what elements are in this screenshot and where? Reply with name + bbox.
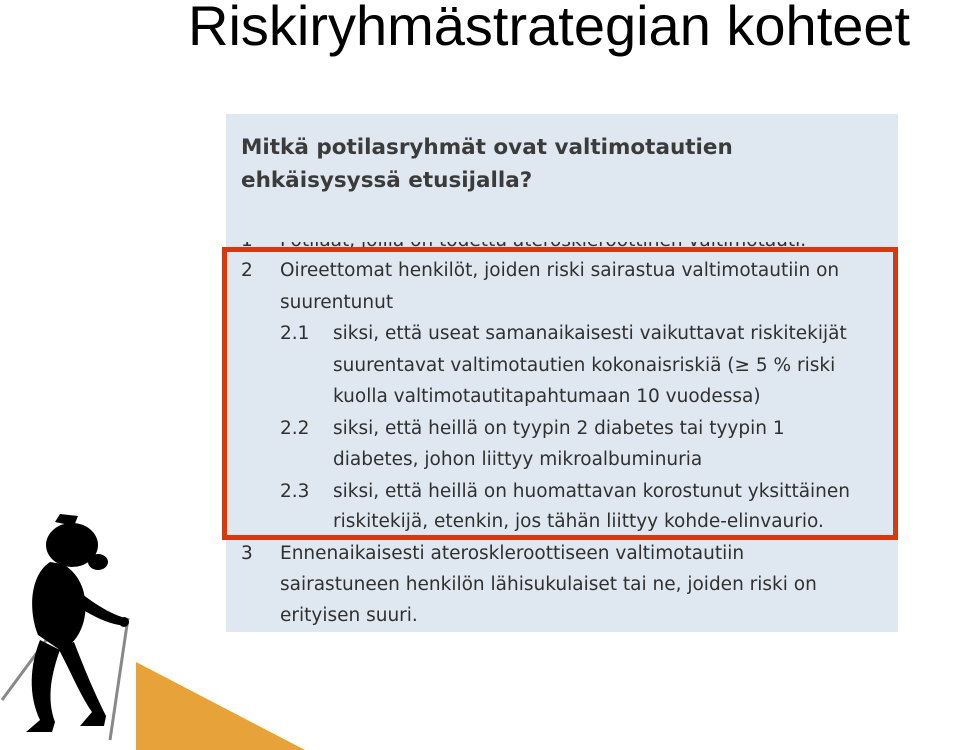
item-2-text-line-1: Oireettomat henkilöt, joiden riski sairastua valtimotautiin on — [280, 260, 840, 281]
item-2-2-number: 2.2 — [280, 418, 310, 439]
item-2-1-text-line-1: siksi, että useat samanaikaisesti vaikuttavat riskitekijät — [333, 323, 847, 344]
panel-heading-line-1: Mitkä potilasryhmät ovat valtimotautien — [241, 135, 733, 160]
item-2-3-number: 2.3 — [280, 481, 310, 502]
item-3-text-line-2: sairastuneen henkilön lähisukulaiset tai ne, joiden riski on — [280, 574, 817, 595]
item-2-3-text-line-1: siksi, että heillä on huomattavan korostunut yksittäinen — [333, 481, 851, 502]
item-2-2-text-line-1: siksi, että heillä on tyypin 2 diabetes tai tyypin 1 — [333, 418, 785, 439]
item-2-1-text-line-2: suurentavat valtimotautien kokonaisriskiä (≥ 5 % riski — [333, 355, 836, 376]
item-2-2-text-line-2: diabetes, johon liittyy mikroalbuminuria — [333, 449, 703, 470]
item-3-number: 3 — [241, 543, 253, 564]
item-3-text-line-1: Ennenaikaisesti ateroskleroottiseen valtimotautiin — [280, 543, 745, 564]
slide-title: Riskiryhmästrategian kohteet — [188, 0, 911, 57]
item-2-text-line-2: suurentunut — [280, 292, 394, 313]
item-2-3-text-line-2: riskitekijä, etenkin, jos tähän liittyy kohde-elinvaurio. — [333, 511, 824, 532]
nordic-walking-figure-icon — [0, 500, 140, 750]
item-2-1-text-line-3: kuolla valtimotautitapahtumaan 10 vuodessa) — [333, 386, 761, 407]
item-2-1-number: 2.1 — [280, 323, 310, 344]
item-2-number: 2 — [241, 260, 253, 281]
item-3-text-line-3: erityisen suuri. — [280, 605, 418, 626]
panel-heading-line-2: ehkäisysyssä etusijalla? — [241, 168, 533, 193]
